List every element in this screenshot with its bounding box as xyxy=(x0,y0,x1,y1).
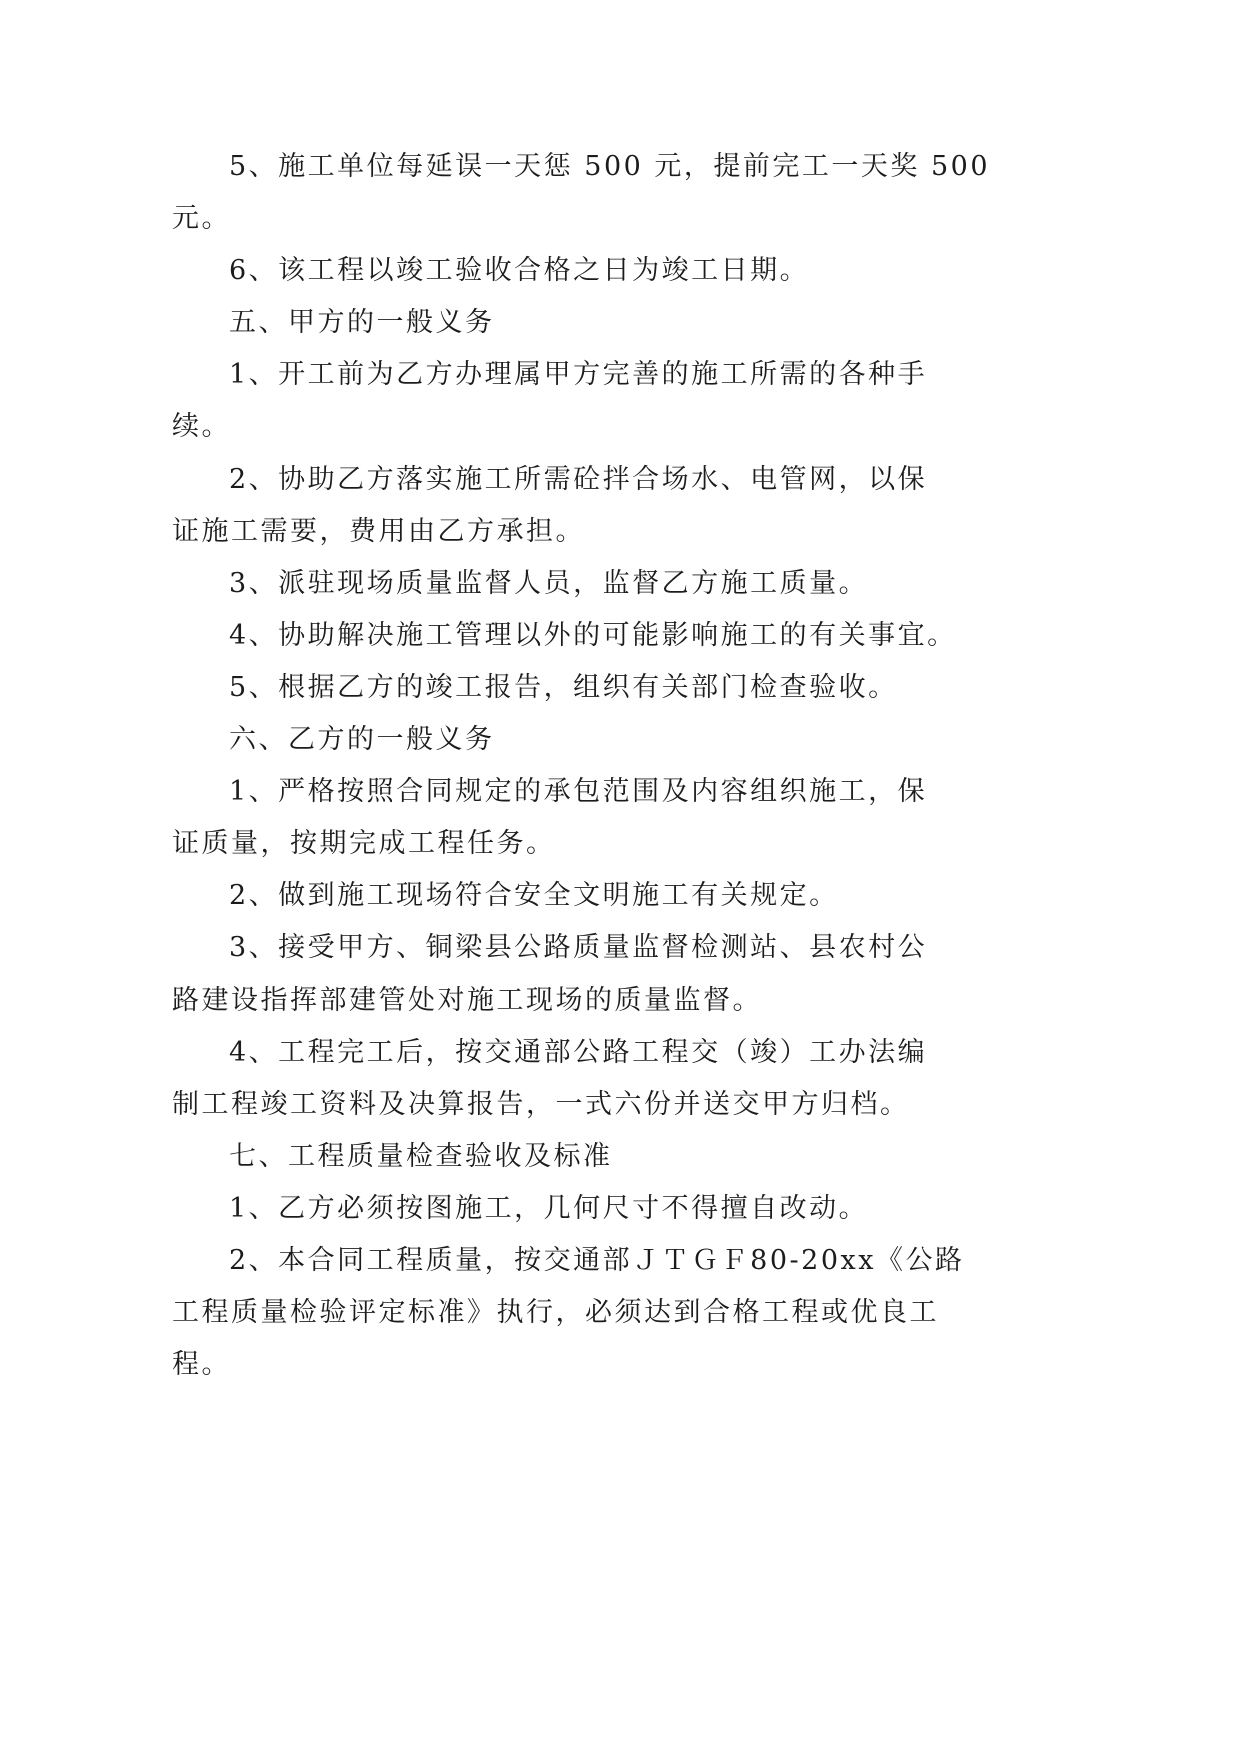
party-a-obligation-5 xyxy=(172,662,1172,714)
party-b-obligation-2 xyxy=(172,870,1172,922)
text-line: 路建设指挥部建管处对施工现场的质量监督。 xyxy=(172,984,762,1016)
text-line: 1、开工前为乙方办理属甲方完善的施工所需的各种手 xyxy=(229,359,928,391)
party-a-obligation-2 xyxy=(172,454,1172,558)
text-line: 证施工需要，费用由乙方承担。 xyxy=(172,515,585,547)
section-heading-quality-inspection xyxy=(172,1131,1172,1183)
party-b-obligation-4 xyxy=(172,1027,1172,1131)
text-line: 6、该工程以竣工验收合格之日为竣工日期。 xyxy=(229,255,810,287)
text-line: 1、严格按照合同规定的承包范围及内容组织施工，保 xyxy=(229,776,928,808)
document-body xyxy=(172,141,1172,1391)
text-line: 3、接受甲方、铜梁县公路质量监督检测站、县农村公 xyxy=(229,932,928,964)
text-line: 4、协助解决施工管理以外的可能影响施工的有关事宜。 xyxy=(229,619,957,651)
quality-clause-1 xyxy=(172,1183,1172,1235)
text-line: 1、乙方必须按图施工，几何尺寸不得擅自改动。 xyxy=(229,1192,869,1224)
clause-5-delay-penalty xyxy=(172,141,1172,245)
text-line: 5、根据乙方的竣工报告，组织有关部门检查验收。 xyxy=(229,671,898,703)
text-line: 程。 xyxy=(172,1349,231,1381)
party-a-obligation-4 xyxy=(172,610,1172,662)
section-heading: 六、乙方的一般义务 xyxy=(229,724,495,756)
party-a-obligation-1 xyxy=(172,349,1172,453)
text-line: 元。 xyxy=(172,203,231,235)
text-line: 制工程竣工资料及决算报告，一式六份并送交甲方归档。 xyxy=(172,1088,910,1120)
party-a-obligation-3 xyxy=(172,558,1172,610)
text-line: 续。 xyxy=(172,411,231,443)
clause-6-completion-date xyxy=(172,245,1172,297)
section-heading-party-b-obligations xyxy=(172,714,1172,766)
section-heading: 五、甲方的一般义务 xyxy=(229,307,495,339)
party-b-obligation-1 xyxy=(172,766,1172,870)
party-b-obligation-3 xyxy=(172,922,1172,1026)
text-line: 2、做到施工现场符合安全文明施工有关规定。 xyxy=(229,880,839,912)
text-line: 工程质量检验评定标准》执行，必须达到合格工程或优良工 xyxy=(172,1297,939,1329)
text-line: 2、协助乙方落实施工所需砼拌合场水、电管网，以保 xyxy=(229,463,928,495)
text-line: 5、施工单位每延误一天惩 500 元，提前完工一天奖 500 xyxy=(229,151,990,182)
quality-clause-2 xyxy=(172,1235,1172,1391)
text-line: 证质量，按期完成工程任务。 xyxy=(172,828,556,860)
text-line: 2、本合同工程质量，按交通部ＪＴＧＦ80-20xx《公路 xyxy=(229,1244,965,1276)
text-line: 3、派驻现场质量监督人员，监督乙方施工质量。 xyxy=(229,567,869,599)
section-heading-party-a-obligations xyxy=(172,297,1172,349)
section-heading: 七、工程质量检查验收及标准 xyxy=(229,1140,613,1172)
text-line: 4、工程完工后，按交通部公路工程交（竣）工办法编 xyxy=(229,1036,928,1068)
